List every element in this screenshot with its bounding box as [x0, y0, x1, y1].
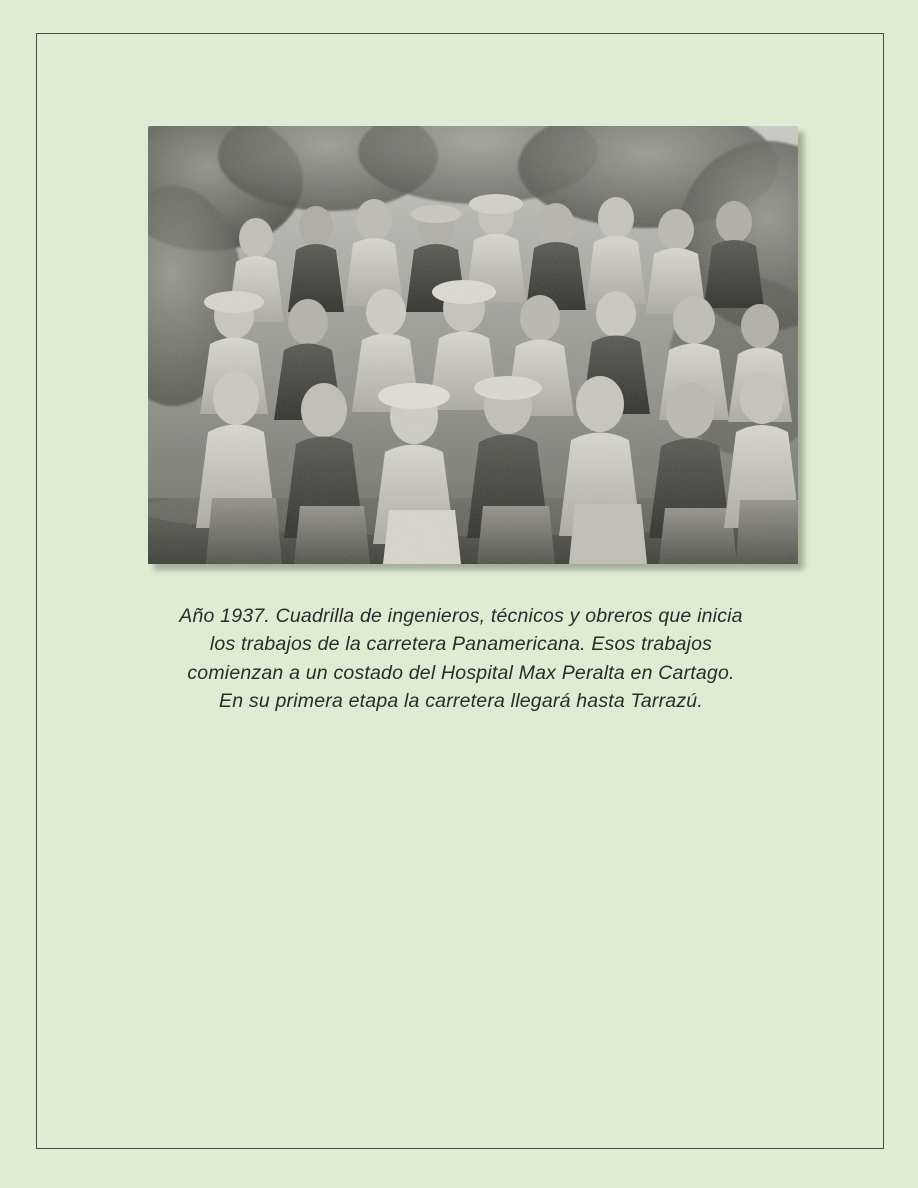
historical-group-photograph — [148, 126, 798, 564]
caption-line-4: En su primera etapa la carretera llegará hasta Tarrazú. — [219, 690, 703, 713]
photo-block — [148, 126, 798, 564]
slide-page-frame — [36, 33, 884, 1149]
caption-line-1: Año 1937. Cuadrilla de ingenieros, técnicos y obreros que inicia — [179, 605, 743, 627]
caption-line-3: comienzan a un costado del Hospital Max Peralta en Cartago. — [187, 661, 735, 684]
caption-line-2: los trabajos de la carretera Panamericana. Esos trabajos — [209, 633, 713, 656]
photo-caption — [115, 602, 807, 716]
